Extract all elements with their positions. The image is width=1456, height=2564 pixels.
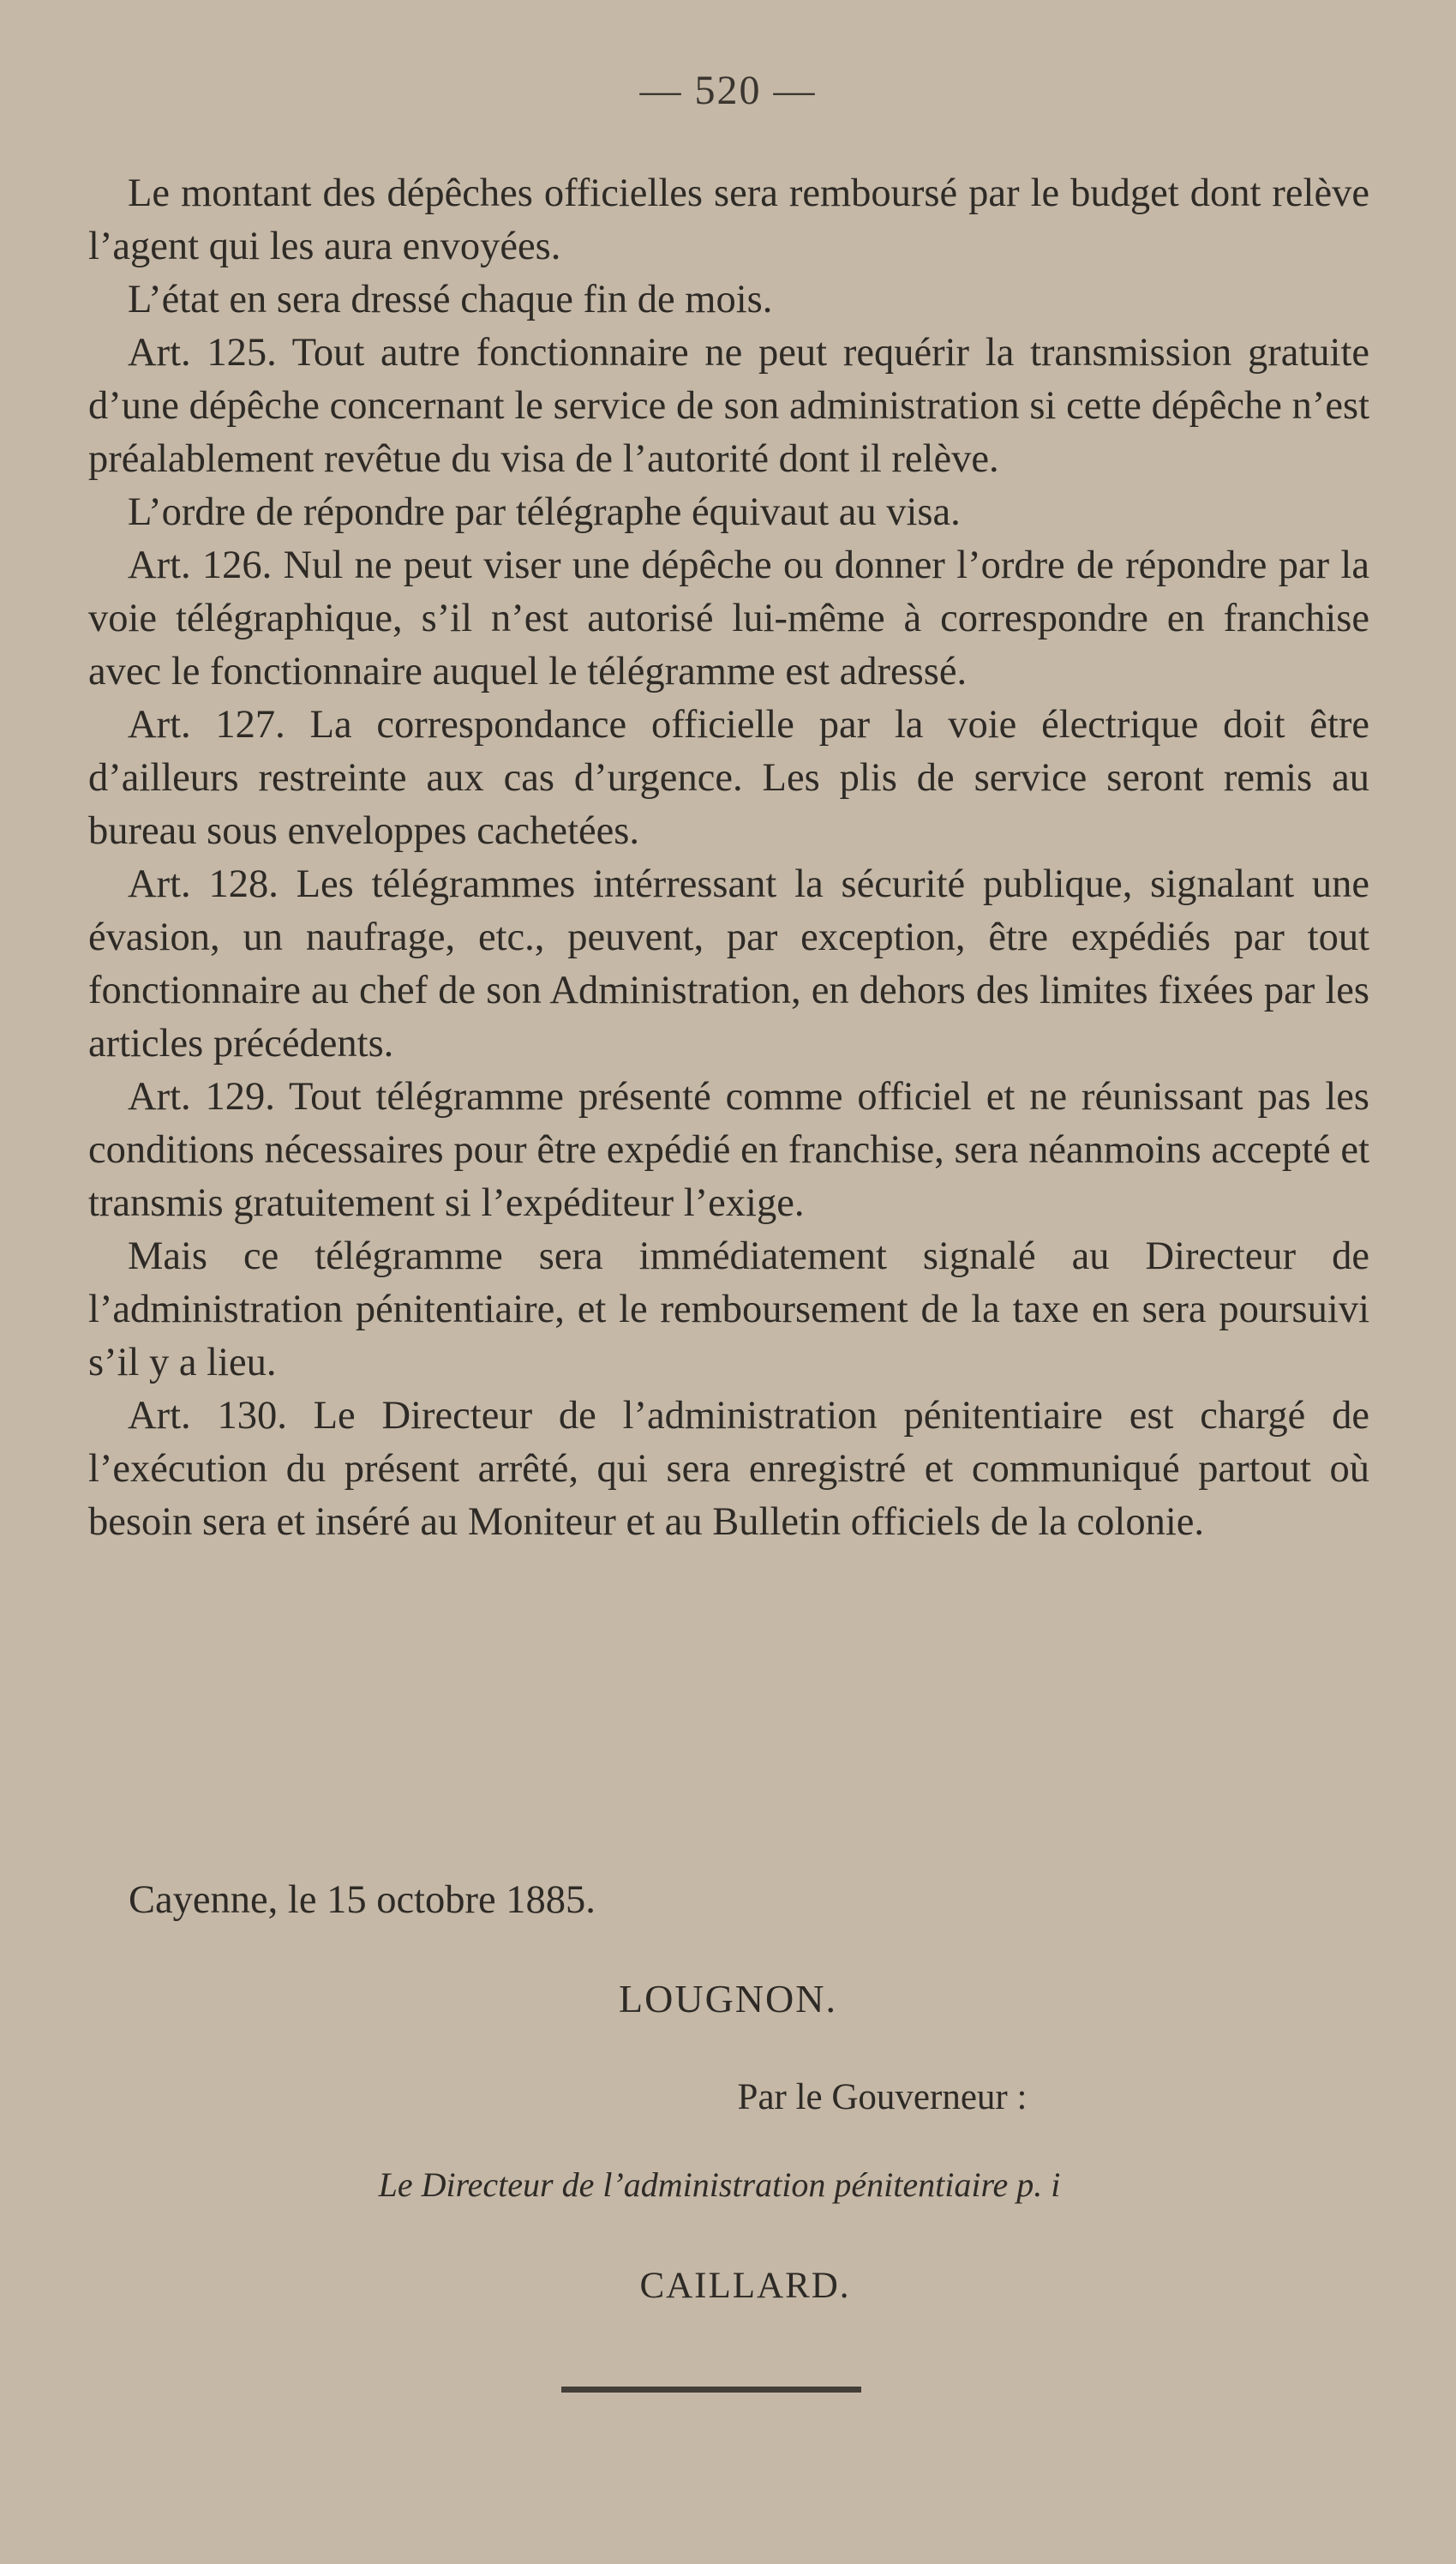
paragraph: Art. 125. Tout autre fonctionnaire ne peut requérir la transmission gratuite d’une dépêche concernant le service de son administration si cette dépêche n’est préalablement revêtue du visa de l’autorité dont il relève. [88,331,1369,481]
page-number: — 520 — [639,68,817,113]
by-governor-line: Par le Gouverneur : [737,2077,1028,2117]
date-line: Cayenne, le 15 octobre 1885. [129,1878,596,1922]
signatory-name: LOUGNON. [619,1977,837,2021]
paragraph: Le montant des dépêches officielles sera remboursé par le budget dont relève l’agent qui les aura envoyées. [88,171,1369,268]
paragraph: Art. 130. Le Directeur de l’administration pénitentiaire est chargé de l’exécution du présent arrêté, qui sera enregistré et communiqué partout où besoin sera et inséré au Moniteur et au Bulletin officiels de la colonie. [88,1394,1369,1544]
paragraph: L’état en sera dressé chaque fin de mois. [128,278,773,321]
paragraph: Art. 126. Nul ne peut viser une dépêche ou donner l’ordre de répondre par la voie télégraphique, s’il n’est autorisé lui-même à correspondre en franchise avec le fonctionnaire auquel le télégramme est adressé. [88,543,1369,694]
paragraph: Mais ce télégramme sera immédiatement signalé au Directeur de l’administration pénitentiaire, et le remboursement de la taxe en sera poursuivi s’il y a lieu. [88,1234,1369,1384]
paragraph: L’ordre de répondre par télégraphe équivaut au visa. [128,490,961,534]
paragraph: Art. 127. La correspondance officielle par la voie électrique doit être d’ailleurs restreinte aux cas d’urgence. Les plis de service seront remis au bureau sous enveloppes cachetées. [88,703,1369,853]
paragraph: Art. 128. Les télégrammes intérressant la sécurité publique, signalant une évasion, un naufrage, etc., peuvent, par exception, être expédiés par tout fonctionnaire au chef de son Administration, en dehors des limites fixées par les articles précédents. [88,862,1369,1066]
closing-rule [561,2387,861,2393]
director-name: CAILLARD. [639,2266,851,2306]
director-title: Le Directeur de l’administration pénitentiaire p. i [378,2165,1061,2204]
paragraph: Art. 129. Tout télégramme présenté comme officiel et ne réunissant pas les conditions nécessaires pour être expédié en franchise, sera néanmoins accepté et transmis gratuitement si l’expéditeur l’exige. [88,1075,1369,1225]
document-body [88,167,1369,1549]
